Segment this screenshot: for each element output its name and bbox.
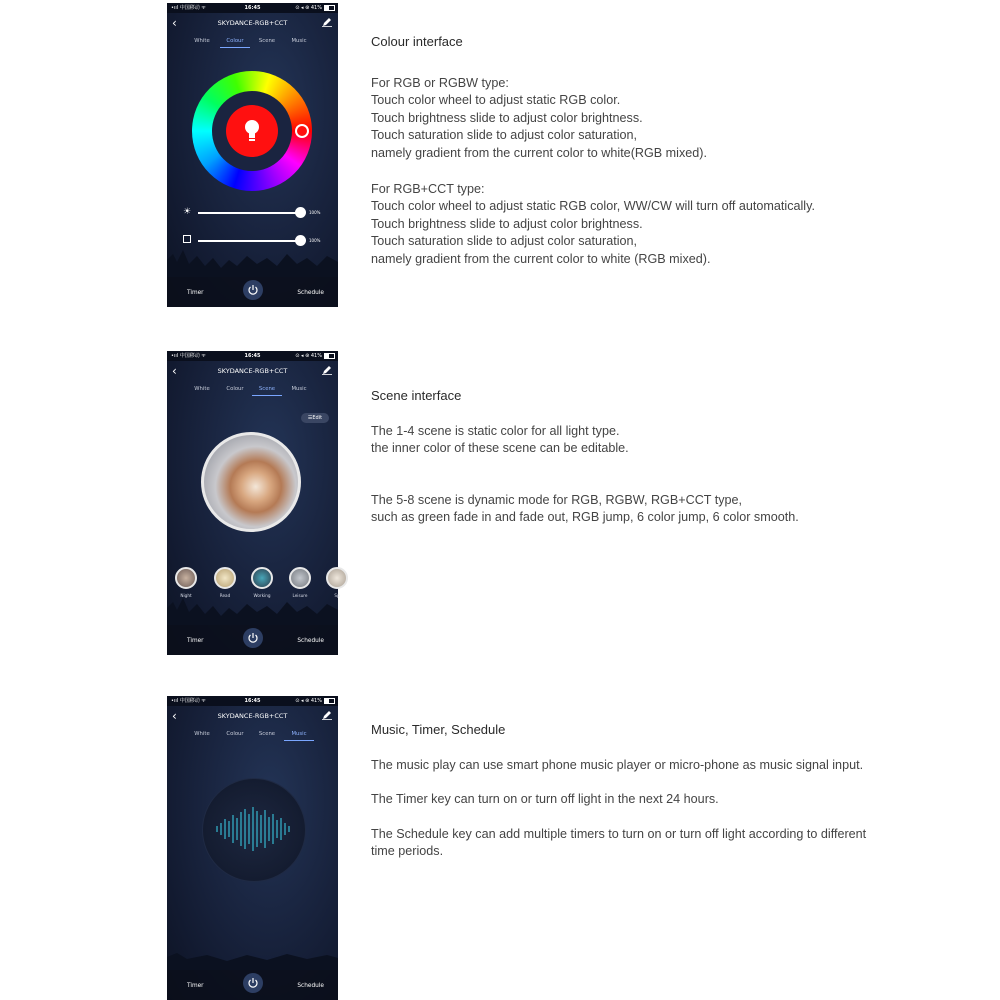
scene-description bbox=[371, 388, 799, 527]
power-button[interactable] bbox=[243, 628, 263, 648]
brightness-slider-knob[interactable] bbox=[295, 207, 306, 218]
scene-edit-button[interactable]: ☰Edit bbox=[301, 413, 329, 423]
tab-colour[interactable]: Colour bbox=[226, 731, 244, 737]
tab-scene[interactable]: Scene bbox=[258, 731, 276, 737]
scene-heading: Scene interface bbox=[371, 388, 462, 403]
bulb-icon bbox=[242, 118, 262, 144]
schedule-button[interactable]: Schedule bbox=[297, 638, 324, 644]
power-button[interactable] bbox=[243, 280, 263, 300]
text-line: the inner color of these scene can be editable. bbox=[371, 441, 629, 456]
colour-rgb-paragraph bbox=[371, 75, 815, 162]
music-visualizer bbox=[202, 778, 306, 882]
battery-icon bbox=[324, 5, 335, 11]
text-line: such as green fade in and fade out, RGB jump, 6 color jump, 6 color smooth. bbox=[371, 510, 799, 525]
tab-music[interactable]: Music bbox=[284, 728, 314, 741]
scene-label-leisure: Leisure bbox=[292, 593, 308, 598]
bottom-bar bbox=[167, 277, 338, 307]
colour-heading: Colour interface bbox=[371, 34, 463, 49]
tab-scene[interactable]: Scene bbox=[252, 383, 282, 396]
nav-bar bbox=[167, 361, 338, 383]
text-line: namely gradient from the current color to white (RGB mixed). bbox=[371, 251, 711, 266]
timer-button[interactable]: Timer bbox=[187, 290, 204, 296]
tab-music[interactable]: Music bbox=[291, 386, 307, 392]
text-line: namely gradient from the current color to white(RGB mixed). bbox=[371, 145, 707, 160]
bottom-bar bbox=[167, 970, 338, 1000]
scene-sp-icon[interactable] bbox=[326, 567, 348, 589]
colour-screenshot bbox=[167, 3, 338, 307]
brightness-slider[interactable] bbox=[198, 212, 301, 214]
text-line: Touch brightness slide to adjust color brightness. bbox=[371, 216, 643, 231]
carrier-label: •ııl 中国移动 ᯤ bbox=[171, 698, 206, 704]
schedule-paragraph bbox=[371, 826, 866, 861]
bottom-bar bbox=[167, 625, 338, 655]
status-bar bbox=[167, 696, 338, 706]
back-icon[interactable]: ‹ bbox=[172, 16, 177, 30]
power-button[interactable] bbox=[243, 973, 263, 993]
tab-colour[interactable]: Colour bbox=[226, 386, 244, 392]
scene-preview-image bbox=[201, 432, 301, 532]
device-title: SKYDANCE-RGB+CCT bbox=[217, 367, 288, 375]
tree-silhouette bbox=[167, 242, 338, 277]
power-icon bbox=[247, 284, 259, 296]
tree-silhouette bbox=[167, 935, 338, 970]
bulb-button[interactable] bbox=[226, 105, 278, 157]
scene-night-icon[interactable] bbox=[175, 567, 197, 589]
tab-colour[interactable]: Colour bbox=[220, 35, 250, 48]
power-icon bbox=[247, 977, 259, 989]
scene-screenshot bbox=[167, 351, 338, 655]
scene-read-icon[interactable] bbox=[214, 567, 236, 589]
scene-leisure-icon[interactable] bbox=[289, 567, 311, 589]
music-screenshot bbox=[167, 696, 338, 1000]
text-line: time periods. bbox=[371, 844, 444, 859]
carrier-label: •ııl 中国移动 ᯤ bbox=[171, 5, 206, 11]
brightness-value: 100% bbox=[309, 210, 321, 215]
scene-working-icon[interactable] bbox=[251, 567, 273, 589]
back-icon[interactable]: ‹ bbox=[172, 364, 177, 378]
tab-white[interactable]: White bbox=[194, 38, 210, 44]
battery-icon bbox=[324, 698, 335, 704]
text-line: The Schedule key can add multiple timers to turn on or turn off light according to different bbox=[371, 826, 867, 841]
status-time: 16:45 bbox=[244, 698, 261, 704]
tab-bar bbox=[185, 728, 320, 742]
schedule-button[interactable]: Schedule bbox=[297, 290, 324, 296]
text-line: The 5-8 scene is dynamic mode for RGB, RGBW, RGB+CCT type, bbox=[371, 492, 743, 507]
power-icon bbox=[247, 632, 259, 644]
device-title: SKYDANCE-RGB+CCT bbox=[217, 712, 288, 720]
colour-description bbox=[371, 34, 815, 268]
text-line: For RGB or RGBW type: bbox=[371, 76, 509, 90]
scene-label-night: Night bbox=[180, 593, 192, 598]
color-wheel-handle[interactable] bbox=[295, 124, 309, 138]
tab-white[interactable]: White bbox=[194, 731, 210, 737]
music-paragraph: The music play can use smart phone music player or micro-phone as music signal input. bbox=[371, 758, 864, 772]
tab-bar bbox=[185, 35, 320, 49]
scene-dynamic-paragraph bbox=[371, 492, 799, 527]
text-line: Touch saturation slide to adjust color saturation, bbox=[371, 128, 638, 143]
battery-icon bbox=[324, 353, 335, 359]
edit-pen-icon[interactable] bbox=[322, 710, 332, 720]
scene-label-working: Working bbox=[253, 593, 271, 598]
scene-label-read: Read bbox=[219, 593, 231, 598]
tree-silhouette bbox=[167, 590, 338, 625]
status-right: ⊙ ◂ ⊛ 41% bbox=[295, 351, 335, 361]
nav-bar bbox=[167, 706, 338, 728]
brightness-icon: ☀ bbox=[183, 207, 192, 217]
text-line: The 1-4 scene is static color for all light type. bbox=[371, 424, 620, 438]
tab-scene[interactable]: Scene bbox=[258, 38, 276, 44]
music-heading: Music, Timer, Schedule bbox=[371, 722, 506, 737]
back-icon[interactable]: ‹ bbox=[172, 709, 177, 723]
device-title: SKYDANCE-RGB+CCT bbox=[217, 19, 288, 27]
timer-button[interactable]: Timer bbox=[187, 983, 204, 989]
nav-bar bbox=[167, 13, 338, 35]
edit-pen-icon[interactable] bbox=[322, 17, 332, 27]
status-right: ⊙ ◂ ⊛ 41% bbox=[295, 696, 335, 706]
sound-wave-icon bbox=[203, 779, 303, 879]
status-right: ⊙ ◂ ⊛ 41% bbox=[295, 3, 335, 13]
text-line: Touch color wheel to adjust static RGB color. bbox=[371, 93, 621, 108]
text-line: Touch color wheel to adjust static RGB color, WW/CW will turn off automatically. bbox=[371, 199, 815, 214]
colour-cct-paragraph bbox=[371, 181, 815, 268]
text-line: For RGB+CCT type: bbox=[371, 182, 485, 197]
text-line: Touch brightness slide to adjust color brightness. bbox=[371, 110, 643, 125]
timer-paragraph: The Timer key can turn on or turn off light in the next 24 hours. bbox=[371, 792, 719, 807]
timer-button[interactable]: Timer bbox=[187, 638, 204, 644]
schedule-button[interactable]: Schedule bbox=[297, 983, 324, 989]
edit-pen-icon[interactable] bbox=[322, 365, 332, 375]
text-line: Touch saturation slide to adjust color saturation, bbox=[371, 234, 638, 249]
music-description bbox=[371, 722, 866, 861]
scene-label-sp: Sp bbox=[334, 593, 340, 598]
status-bar bbox=[167, 3, 338, 13]
carrier-label: •ııl 中国移动 ᯤ bbox=[171, 353, 206, 359]
tab-white[interactable]: White bbox=[194, 386, 210, 392]
status-bar bbox=[167, 351, 338, 361]
scene-static-paragraph bbox=[371, 423, 799, 458]
tab-bar bbox=[185, 383, 320, 397]
tab-music[interactable]: Music bbox=[291, 38, 307, 44]
status-time: 16:45 bbox=[244, 353, 261, 359]
status-time: 16:45 bbox=[244, 5, 261, 11]
saturation-value: 100% bbox=[309, 238, 321, 243]
